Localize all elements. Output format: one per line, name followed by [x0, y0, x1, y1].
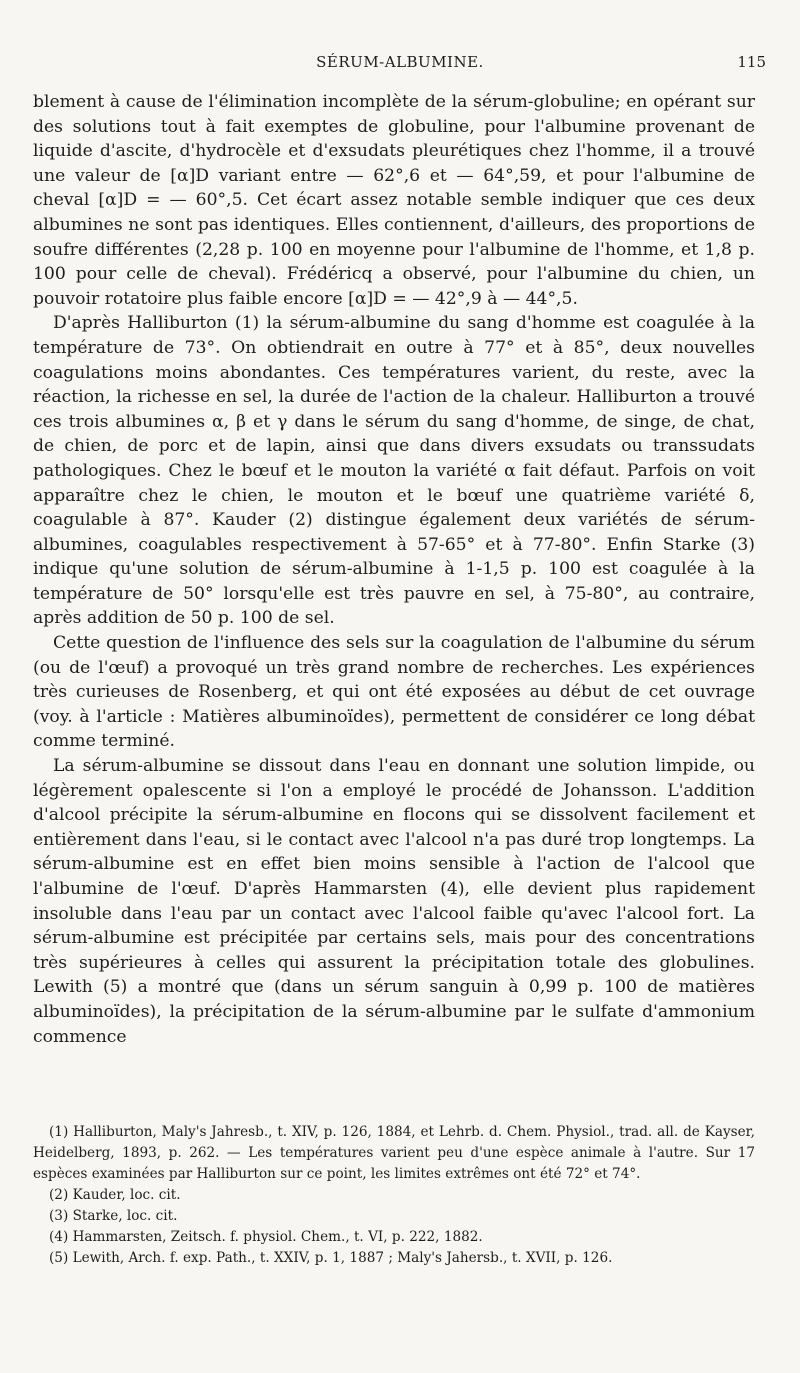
- main-text: [33, 90, 755, 1049]
- footnote-1: (1) Halliburton, Maly's Jahresb., t. XIV, p. 126, 1884, et Lehrb. d. Chem. Physiol., trad. all. de Kayser, Heidelberg, 1893, p. 262. — Les températures varient peu d'une espèce animale à l'autre. Sur 17 espèces examinées par Halliburton sur ce point, les limites extrêmes ont été 72° et 74°.: [33, 1124, 755, 1182]
- footnote-5: (5) Lewith, Arch. f. exp. Path., t. XXIV, p. 1, 1887 ; Maly's Jahersb., t. XVII, p. 126.: [49, 1250, 613, 1266]
- footnote-4: (4) Hammarsten, Zeitsch. f. physiol. Chem., t. VI, p. 222, 1882.: [49, 1229, 483, 1245]
- paragraph-continued: blement à cause de l'élimination incomplète de la sérum-globuline; en opérant sur des solutions tout à fait exemptes de globuline, pour l'albumine provenant de liquide d'ascite, d'hydrocèle et d'exsudats pleurétiques chez l'homme, il a trouvé une valeur de [α]D variant entre — 62°,6 et — 64°,59, et pour l'albumine de cheval [α]D = — 60°,5. Cet écart assez notable semble indiquer que ces deux albumines ne sont pas identiques. Elles contiennent, d'ailleurs, des proportions de soufre différentes (2,28 p. 100 en moyenne pour l'albumine de l'homme, et 1,8 p. 100 pour celle de cheval). Frédéricq a observé, pour l'albumine du chien, un pouvoir rotatoire plus faible encore [α]D = — 42°,9 à — 44°,5.: [33, 92, 755, 309]
- paragraph: D'après Halliburton (1) la sérum-albumine du sang d'homme est coagulée à la température de 73°. On obtiendrait en outre à 77° et à 85°, deux nouvelles coagulations moins abondantes. Ces températures varient, du reste, avec la réaction, la richesse en sel, la durée de l'action de la chaleur. Halliburton a trouvé ces trois albumines α, β et γ dans le sérum du sang d'homme, de singe, de chat, de chien, de porc et de lapin, ainsi que dans divers exsudats ou transsudats pathologiques. Chez le bœuf et le mouton la variété α fait défaut. Parfois on voit apparaître chez le chien, le mouton et le bœuf une quatrième variété δ, coagulable à 87°. Kauder (2) distingue également deux variétés de sérum-albumines, coagulables respectivement à 57-65° et à 77-80°. Enfin Starke (3) indique qu'une solution de sérum-albumine à 1-1,5 p. 100 est coagulée à la température de 50° lorsqu'elle est très pauvre en sel, à 75-80°, au contraire, après addition de 50 p. 100 de sel.: [33, 313, 755, 629]
- footnote-2: (2) Kauder, loc. cit.: [49, 1187, 181, 1203]
- footnotes: [33, 1122, 755, 1269]
- page-header: [0, 53, 800, 75]
- paragraph: Cette question de l'influence des sels sur la coagulation de l'albumine du sérum (ou de l'œuf) a provoqué un très grand nombre de recherches. Les expériences très curieuses de Rosenberg, et qui ont été exposées au début de cet ouvrage (voy. à l'article : Matières albuminoïdes), permettent de considérer ce long débat comme terminé.: [33, 633, 755, 752]
- paragraph: La sérum-albumine se dissout dans l'eau en donnant une solution limpide, ou légèrement opalescente si l'on a employé le procédé de Johansson. L'addition d'alcool précipite la sérum-albumine en flocons qui se dissolvent facilement et entièrement dans l'eau, si le contact avec l'alcool n'a pas duré trop longtemps. La sérum-albumine est en effet bien moins sensible à l'action de l'alcool que l'albumine de l'œuf. D'après Hammarsten (4), elle devient plus rapidement insoluble dans l'eau par un contact avec l'alcool faible qu'avec l'alcool fort. La sérum-albumine est précipitée par certains sels, mais pour des concentrations très supérieures à celles qui assurent la précipitation totale des globulines. Lewith (5) a montré que (dans un sérum sanguin à 0,99 p. 100 de matières albuminoïdes), la précipitation de la sérum-albumine par le sulfate d'ammonium commence: [33, 756, 755, 1047]
- page-number: 115: [737, 53, 766, 71]
- running-title: SÉRUM-ALBUMINE.: [316, 53, 484, 71]
- footnote-3: (3) Starke, loc. cit.: [49, 1208, 178, 1224]
